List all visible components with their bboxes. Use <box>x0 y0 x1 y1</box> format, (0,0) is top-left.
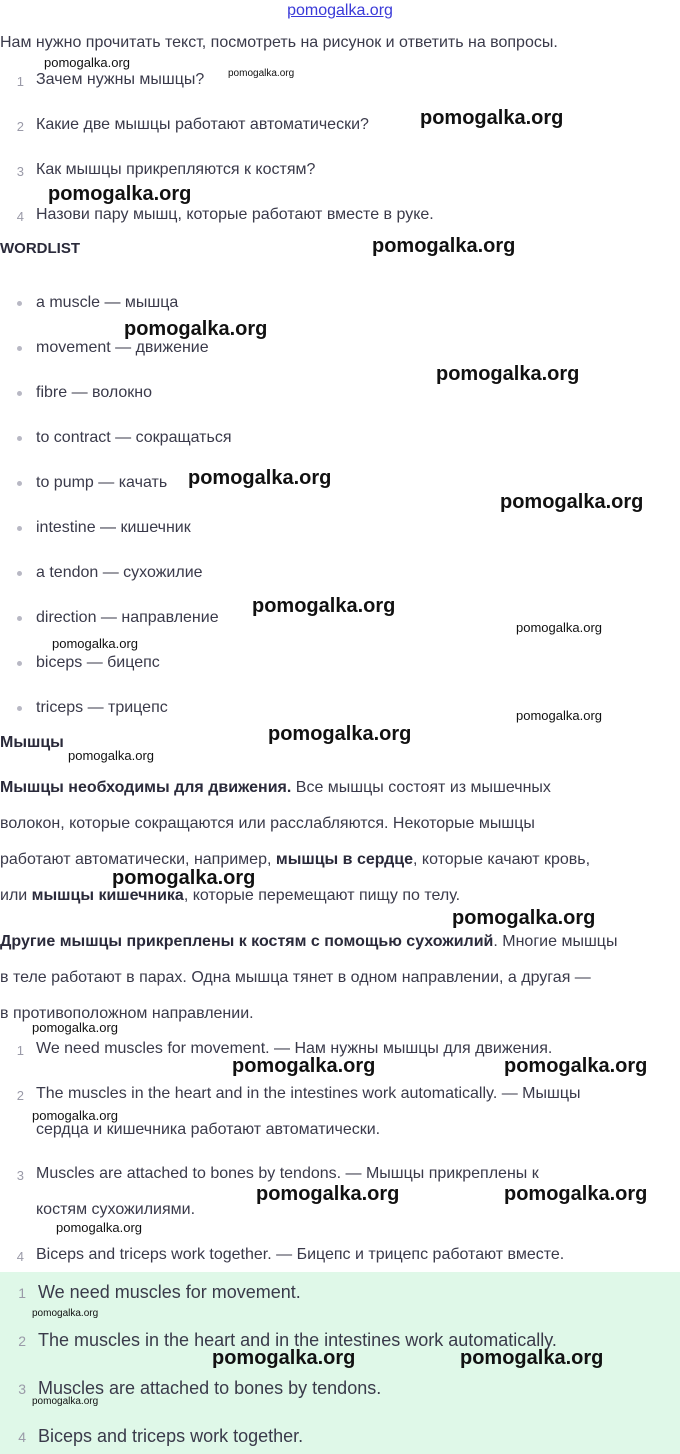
wordlist-entry: fibre — волокно <box>36 384 153 401</box>
bullet-icon <box>17 661 22 666</box>
translation-line: сердца и кишечника работают автоматически. <box>36 1121 381 1138</box>
site-title-link[interactable]: pomogalka.org <box>287 2 393 19</box>
translation-number: 4 <box>16 1249 24 1264</box>
watermark: pomogalka.org <box>48 183 192 205</box>
wordlist-entry: movement — движение <box>36 339 209 356</box>
translation-line: The muscles in the heart and in the intestines work automatically. — Мышцы <box>36 1085 581 1102</box>
paragraph-2 <box>0 924 680 1032</box>
watermark: pomogalka.org <box>500 491 644 513</box>
question-text: Зачем нужны мышцы? <box>36 71 205 88</box>
paragraph-1 <box>0 770 680 914</box>
answer-text: Biceps and triceps work together. <box>38 1426 304 1446</box>
watermark: pomogalka.org <box>32 1020 118 1035</box>
watermark: pomogalka.org <box>32 1308 99 1319</box>
answer-text: The muscles in the heart and in the intestines work automatically. <box>38 1330 557 1350</box>
question-number: 3 <box>16 164 24 179</box>
question-text: Какие две мышцы работают автоматически? <box>36 116 369 133</box>
watermark: pomogalka.org <box>32 1108 118 1123</box>
watermark: pomogalka.org <box>516 708 602 723</box>
watermark: pomogalka.org <box>52 636 138 651</box>
wordlist-entry: to contract — сокращаться <box>36 429 232 446</box>
answer-text: Muscles are attached to bones by tendons. <box>38 1378 382 1398</box>
watermark: pomogalka.org <box>32 1396 99 1407</box>
question-text: Назови пару мышц, которые работают вместе в руке. <box>36 206 434 223</box>
watermark: pomogalka.org <box>56 1220 142 1235</box>
question-number: 4 <box>16 209 24 224</box>
watermark: pomogalka.org <box>516 620 602 635</box>
bullet-icon <box>17 526 22 531</box>
plain-phrase: Все мышцы состоят из мышечных <box>291 779 551 796</box>
watermark: pomogalka.org <box>252 595 396 617</box>
wordlist-heading: WORDLIST <box>0 240 80 257</box>
bold-phrase: Другие мышцы прикреплены к костям с помощью сухожилий <box>0 933 494 950</box>
watermark: pomogalka.org <box>232 1055 376 1077</box>
paragraph-line <box>0 770 680 806</box>
plain-phrase: работают автоматически, например, <box>0 851 276 868</box>
bold-phrase: Мышцы необходимы для движения. <box>0 779 292 796</box>
wordlist-entry: biceps — бицепс <box>36 654 160 671</box>
watermark: pomogalka.org <box>228 68 295 79</box>
watermark: pomogalka.org <box>68 748 154 763</box>
text-heading: Мышцы <box>0 734 64 751</box>
question-number: 2 <box>16 119 24 134</box>
intro-text: Нам нужно прочитать текст, посмотреть на рисунок и ответить на вопросы. <box>0 34 558 51</box>
wordlist-entry: a muscle — мышца <box>36 294 179 311</box>
wordlist-entry: intestine — кишечник <box>36 519 191 536</box>
paragraph-line: волокон, которые сокращаются или расслабляются. Некоторые мышцы <box>0 815 535 832</box>
plain-phrase: , которые качают кровь, <box>413 851 591 868</box>
watermark: pomogalka.org <box>188 467 332 489</box>
bullet-icon <box>17 436 22 441</box>
watermark: pomogalka.org <box>44 55 130 70</box>
watermark: pomogalka.org <box>452 907 596 929</box>
paragraph-line: в противоположном направлении. <box>0 1005 254 1022</box>
plain-phrase: . Многие мышцы <box>493 933 618 950</box>
watermark: pomogalka.org <box>436 363 580 385</box>
wordlist-entry: to pump — качать <box>36 474 168 491</box>
answer-number: 1 <box>18 1285 26 1301</box>
bold-phrase: мышцы в сердце <box>275 851 413 868</box>
paragraph-line <box>0 842 680 878</box>
translation-line: Muscles are attached to bones by tendons. — Мышцы прикреплены к <box>36 1165 539 1182</box>
watermark: pomogalka.org <box>504 1183 648 1205</box>
wordlist-entry: triceps — трицепс <box>36 699 168 716</box>
plain-phrase: , которые перемещают пищу по телу. <box>183 887 461 904</box>
wordlist-entry: a tendon — сухожилие <box>36 564 203 581</box>
bullet-icon <box>17 481 22 486</box>
watermark: pomogalka.org <box>212 1347 356 1369</box>
translation-number: 1 <box>16 1043 24 1058</box>
translation-line: Biceps and triceps work together. — Бицепс и трицепс работают вместе. <box>36 1246 565 1263</box>
wordlist-entry: direction — направление <box>36 609 219 626</box>
paragraph-line: в теле работают в парах. Одна мышца тянет в одном направлении, а другая — <box>0 969 591 986</box>
answer-number: 2 <box>18 1333 26 1349</box>
watermark: pomogalka.org <box>372 235 516 257</box>
watermark: pomogalka.org <box>112 867 256 889</box>
plain-phrase: или <box>0 887 32 904</box>
watermark: pomogalka.org <box>256 1183 400 1205</box>
translation-number: 2 <box>16 1088 24 1103</box>
answer-number: 3 <box>18 1381 26 1397</box>
bullet-icon <box>17 391 22 396</box>
question-text: Как мышцы прикрепляются к костям? <box>36 161 316 178</box>
bullet-icon <box>17 706 22 711</box>
watermark: pomogalka.org <box>420 107 564 129</box>
watermark: pomogalka.org <box>124 318 268 340</box>
watermark: pomogalka.org <box>504 1055 648 1077</box>
translation-number: 3 <box>16 1168 24 1183</box>
answer-text: We need muscles for movement. <box>38 1282 301 1302</box>
bold-phrase: мышцы кишечника <box>31 887 184 904</box>
translation-line: костям сухожилиями. <box>36 1201 196 1218</box>
watermark: pomogalka.org <box>268 723 412 745</box>
bullet-icon <box>17 571 22 576</box>
bullet-icon <box>17 346 22 351</box>
bullet-icon <box>17 616 22 621</box>
question-number: 1 <box>16 74 24 89</box>
answer-number: 4 <box>18 1429 26 1445</box>
bullet-icon <box>17 301 22 306</box>
watermark: pomogalka.org <box>460 1347 604 1369</box>
translation-line: We need muscles for movement. — Нам нужны мышцы для движения. <box>36 1040 553 1057</box>
